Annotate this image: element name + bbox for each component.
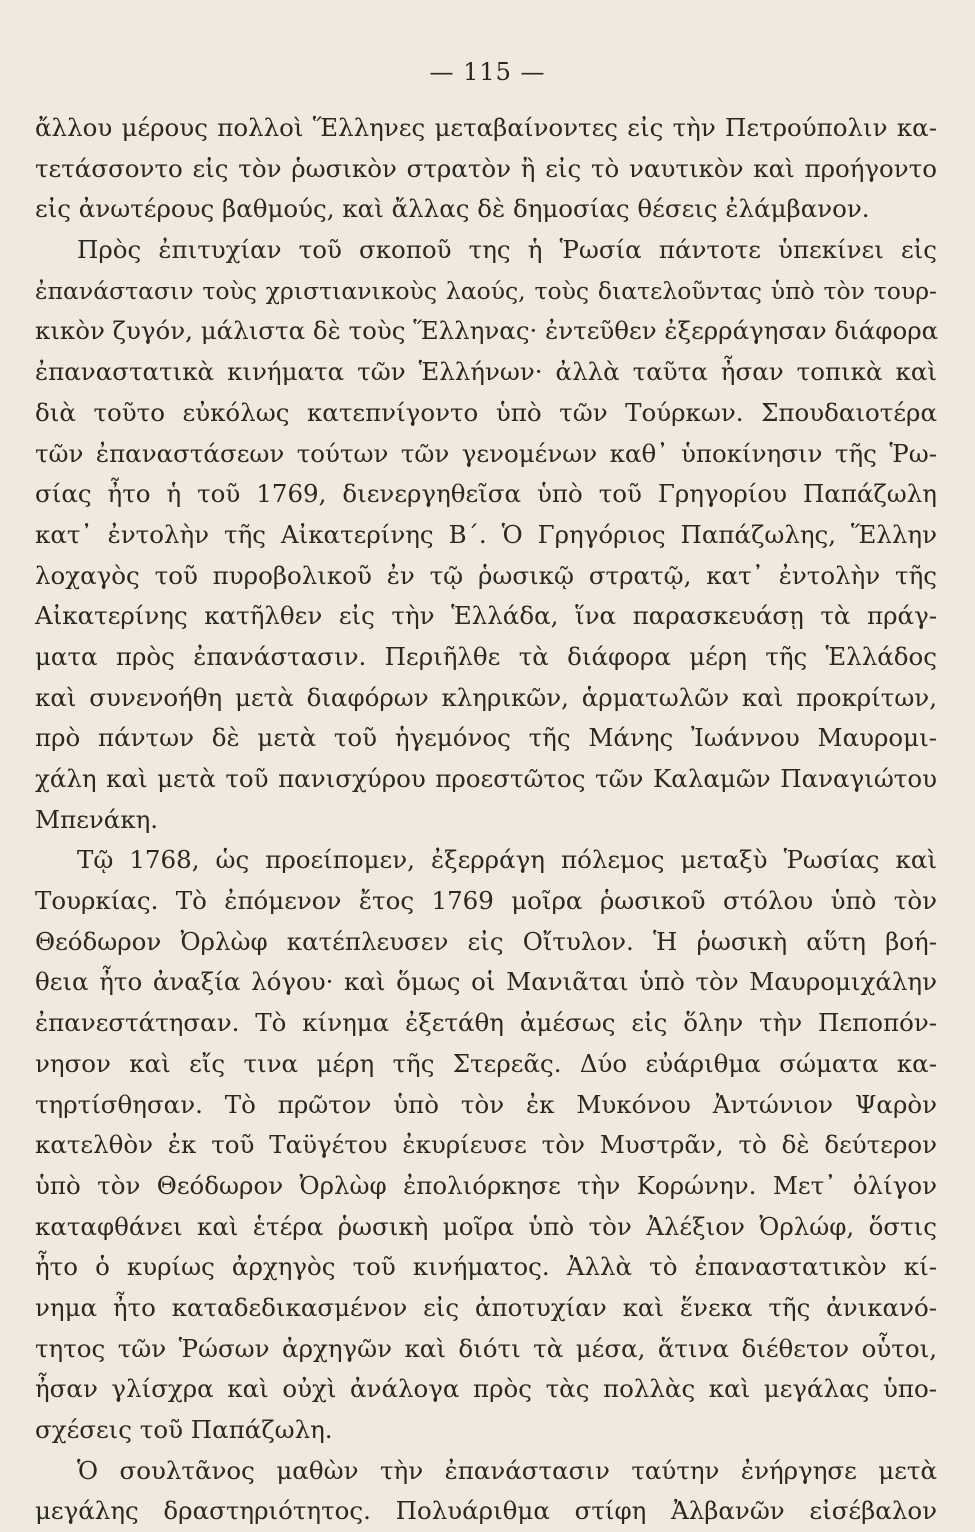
text-line: ὑπὸ τὸν Θεόδωρον Ὀρλὼφ ἐπολιόρκησε τὴν Κορώνην. Μετ᾽ ὀλίγον xyxy=(35,1170,937,1200)
text-line: χάλη καὶ μετὰ τοῦ πανισχύρου προεστῶτος τῶν Καλαμῶν Παναγιώτου xyxy=(35,764,937,793)
text-line: διὰ τοῦτο εὐκόλως κατεπνίγοντο ὑπὸ τῶν Τούρκων. Σπουδαιοτέρα xyxy=(35,397,937,427)
text-line: πρὸ πάντων δὲ μετὰ τοῦ ἡγεμόνος τῆς Μάνης Ἰωάννου Μαυρομι- xyxy=(35,723,937,753)
text-line: ἦτο ὁ κυρίως ἀρχηγὸς τοῦ κινήματος. Ἀλλὰ τὸ ἐπαναστατικὸν κί- xyxy=(35,1252,937,1282)
text-line: σχέσεις τοῦ Παπάζωλη. xyxy=(35,1415,333,1444)
text-line: τηρτίσθησαν. Τὸ πρῶτον ὑπὸ τὸν ἐκ Μυκόνου Ἀντώνιον Ψαρὸν xyxy=(35,1089,937,1119)
text-line: Αἰκατερίνης κατῆλθεν εἰς τὴν Ἑλλάδα, ἵνα παρασκευάσῃ τὰ πράγ- xyxy=(35,601,937,631)
text-line: Τουρκίας. Τὸ ἐπόμενον ἔτος 1769 μοῖρα ῥωσικοῦ στόλου ὑπὸ τὸν xyxy=(35,886,937,916)
text-line: κατελθὸν ἐκ τοῦ Ταϋγέτου ἐκυρίευσε τὸν Μυστρᾶν, τὸ δὲ δεύτερον xyxy=(35,1130,937,1160)
text-line: καὶ συνενοήθη μετὰ διαφόρων κληρικῶν, ἁρματωλῶν καὶ προκρίτων, xyxy=(35,682,937,712)
body-text xyxy=(35,108,937,1532)
text-line: λοχαγὸς τοῦ πυροβολικοῦ ἐν τῷ ῥωσικῷ στρατῷ, κατ᾽ ἐντολὴν τῆς xyxy=(35,560,937,590)
text-line: θεια ἦτο ἀναξία λόγου· καὶ ὅμως οἱ Μανιᾶται ὑπὸ τὸν Μαυρομιχάλην xyxy=(35,967,937,997)
text-line: κατ᾽ ἐντολὴν τῆς Αἰκατερίνης Β΄. Ὁ Γρηγόριος Παπάζωλης, Ἕλλην xyxy=(35,519,937,549)
text-line: ἐπανεστάτησαν. Τὸ κίνημα ἐξετάθη ἀμέσως εἰς ὅλην τὴν Πεποπόν- xyxy=(35,1008,937,1038)
text-line: τητος τῶν Ῥώσων ἀρχηγῶν καὶ διότι τὰ μέσα, ἅτινα διέθετον οὗτοι, xyxy=(35,1333,937,1363)
text-line: Πρὸς ἐπιτυχίαν τοῦ σκοποῦ της ἡ Ῥωσία πάντοτε ὑπεκίνει εἰς xyxy=(77,235,937,265)
text-line: ἐπαναστατικὰ κινήματα τῶν Ἑλλήνων· ἀλλὰ ταῦτα ἦσαν τοπικὰ καὶ xyxy=(35,357,937,387)
page-number: — 115 — xyxy=(429,58,546,86)
text-line: Ὁ σουλτᾶνος μαθὼν τὴν ἐπανάστασιν ταύτην ἐνήργησε μετὰ xyxy=(77,1455,937,1485)
text-line: Θεόδωρον Ὀρλὼφ κατέπλευσεν εἰς Οἴτυλον. Ἡ ῥωσικὴ αὕτη βοή- xyxy=(35,926,937,956)
text-line: ἄλλου μέρους πολλοὶ Ἕλληνες μεταβαίνοντες εἰς τὴν Πετρούπολιν κα- xyxy=(35,113,937,142)
text-line: ἦσαν γλίσχρα καὶ οὐχὶ ἀνάλογα πρὸς τὰς πολλὰς καὶ μεγάλας ὑπο- xyxy=(35,1374,937,1404)
text-line: νημα ἦτο καταδεδικασμένον εἰς ἀποτυχίαν καὶ ἕνεκα τῆς ἀνικανό- xyxy=(35,1292,937,1322)
text-line: τετάσσοντο εἰς τὸν ῥωσικὸν στρατὸν ἢ εἰς τὸ ναυτικὸν καὶ προήγοντο xyxy=(35,153,937,183)
text-line: κικὸν ζυγόν, μάλιστα δὲ τοὺς Ἕλληνας· ἐντεῦθεν ἐξερράγησαν διάφορα xyxy=(35,316,939,346)
text-line: νησον καὶ εἴς τινα μέρη τῆς Στερεᾶς. Δύο εὐάριθμα σώματα κα- xyxy=(35,1048,937,1078)
text-line: εἰς ἀνωτέρους βαθμούς, καὶ ἄλλας δὲ δημοσίας θέσεις ἐλάμβανον. xyxy=(35,194,870,224)
text-line: τῶν ἐπαναστάσεων τούτων τῶν γενομένων καθ᾽ ὑποκίνησιν τῆς Ῥω- xyxy=(35,438,937,468)
text-line: Μπενάκη. xyxy=(35,804,159,834)
text-line: σίας ἦτο ἡ τοῦ 1769, διενεργηθεῖσα ὑπὸ τοῦ Γρηγορίου Παπάζωλη xyxy=(35,479,937,509)
text-line: Τῷ 1768, ὡς προείπομεν, ἐξερράγη πόλεμος μεταξὺ Ῥωσίας καὶ xyxy=(77,845,937,875)
text-line: ματα πρὸς ἐπανάστασιν. Περιῆλθε τὰ διάφορα μέρη τῆς Ἑλλάδος xyxy=(35,641,937,671)
text-line: ἐπανάστασιν τοὺς χριστιανικοὺς λαούς, τοὺς διατελοῦντας ὑπὸ τὸν τουρ- xyxy=(35,276,937,305)
text-line: μεγάλης δραστηριότητος. Πολυάριθμα στίφη Ἀλβανῶν εἰσέβαλον xyxy=(35,1496,937,1526)
text-line: καταφθάνει καὶ ἑτέρα ῥωσικὴ μοῖρα ὑπὸ τὸν Ἀλέξιον Ὀρλώφ, ὅστις xyxy=(35,1211,937,1241)
